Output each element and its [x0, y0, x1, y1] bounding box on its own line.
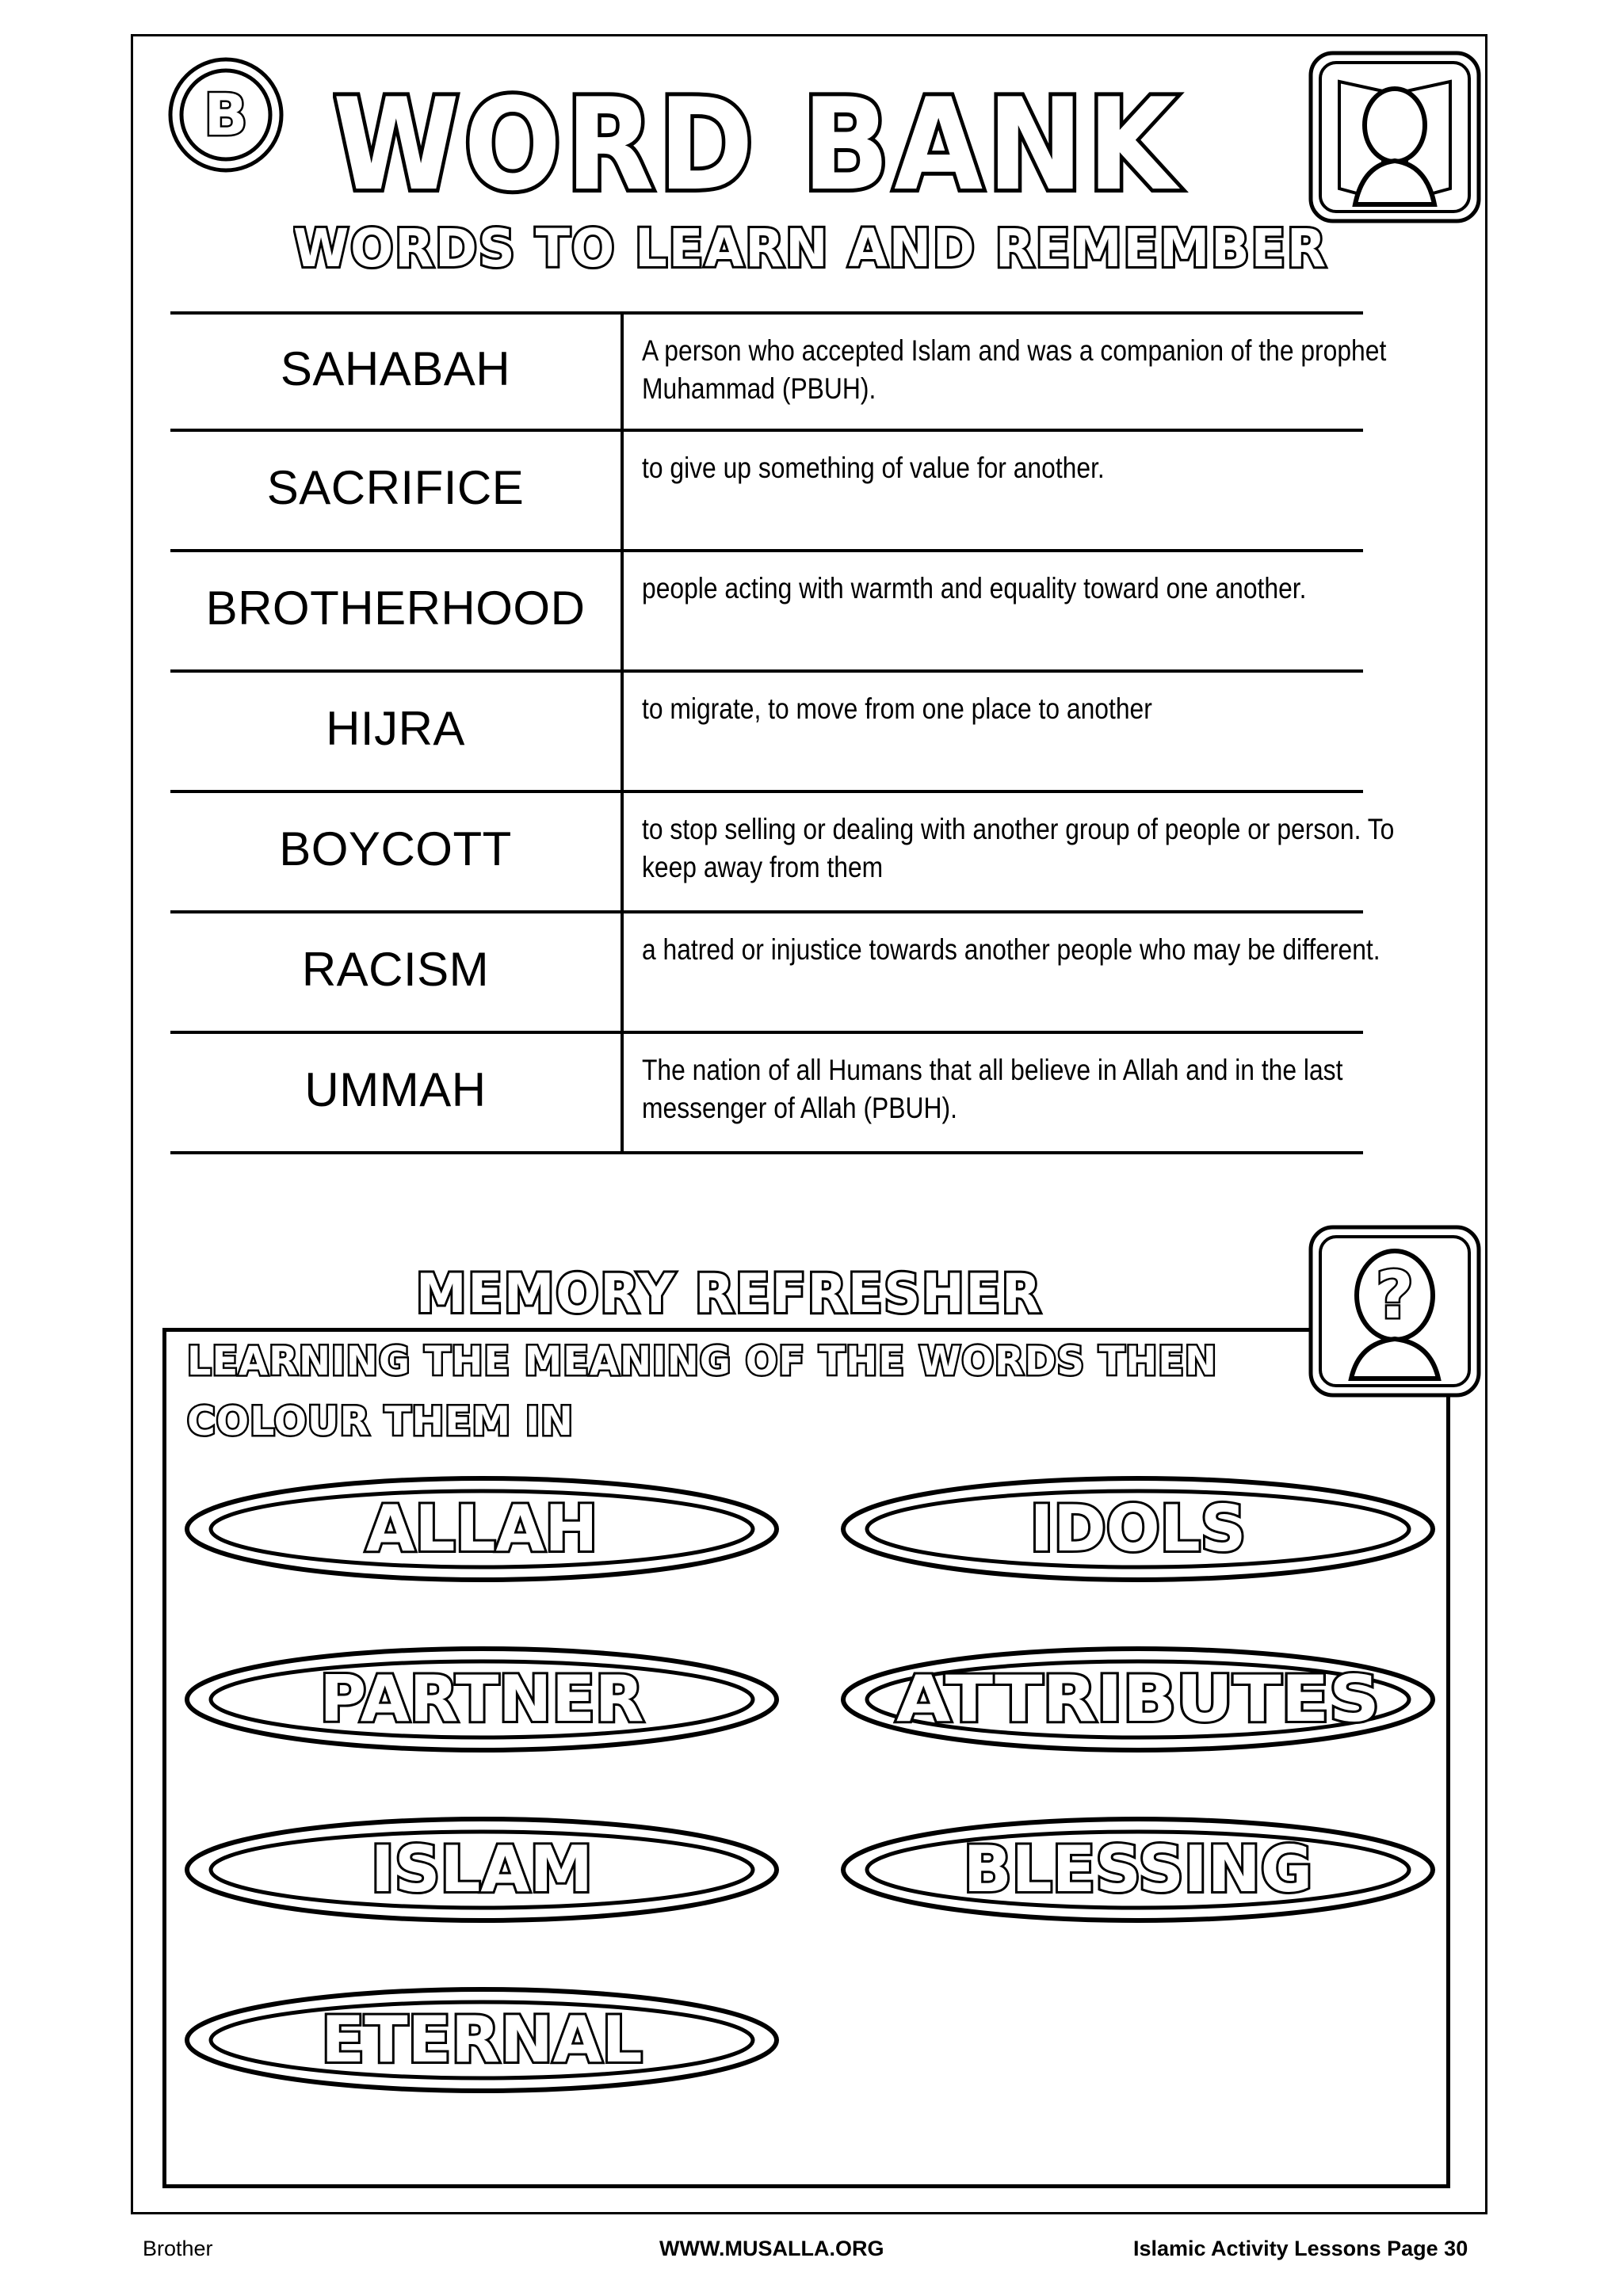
title-text: WORD BANK — [333, 71, 1181, 210]
word-label: BLESSING — [963, 1833, 1313, 1906]
definition-cell: A person who accepted Islam and was a companion of the prophet Muhammad (PBUH). — [642, 334, 1387, 405]
badge-letter: B — [204, 82, 248, 148]
table-row — [170, 1034, 1363, 1154]
page-title — [333, 71, 1205, 210]
term-cell: BROTHERHOOD — [170, 552, 624, 669]
table-row — [170, 673, 1363, 793]
question-head-icon — [1308, 1224, 1482, 1398]
memory-title-text: MEMORY REFRESHER — [416, 1263, 1042, 1323]
word-pill-islam[interactable] — [181, 1814, 783, 1925]
definition-cell: The nation of all Humans that all believe in Allah and in the last messenger of Allah (PBUH). — [642, 1054, 1343, 1124]
word-pill-idols[interactable] — [837, 1474, 1439, 1585]
memory-refresher-title — [416, 1260, 1050, 1323]
table-row — [170, 552, 1363, 673]
term-cell: UMMAH — [170, 1034, 624, 1151]
word-label: IDOLS — [1029, 1492, 1247, 1566]
table-row — [170, 793, 1395, 913]
definition-cell: people acting with warmth and equality toward one another. — [642, 572, 1307, 605]
footer-left: Brother — [143, 2237, 213, 2260]
word-label: PARTNER — [319, 1662, 644, 1736]
word-pill-attributes[interactable] — [837, 1644, 1439, 1755]
term-cell: BOYCOTT — [170, 793, 624, 910]
person-book-icon — [1308, 50, 1482, 224]
term-cell: SAHABAH — [170, 315, 624, 429]
footer-website: WWW.MUSALLA.ORG — [659, 2237, 884, 2260]
table-row — [170, 311, 1387, 432]
instruction-line-2: COLOUR THEM IN — [187, 1398, 574, 1444]
memory-instruction — [184, 1335, 1238, 1446]
term-cell: RACISM — [170, 913, 624, 1031]
section-badge — [166, 55, 285, 174]
subtitle-text: WORDS TO LEARN AND REMEMBER — [293, 218, 1327, 277]
page-subtitle — [293, 214, 1339, 277]
definition-cell: to give up something of value for another. — [642, 452, 1105, 484]
table-row — [170, 913, 1381, 1034]
word-label: ISLAM — [371, 1833, 593, 1906]
definition-cell: to stop selling or dealing with another group of people or person. To keep away from them — [642, 813, 1395, 883]
word-pill-eternal[interactable] — [181, 1985, 783, 2096]
word-bank-table — [170, 311, 1395, 1154]
footer-page-number: Islamic Activity Lessons Page 30 — [1133, 2237, 1468, 2260]
term-cell: SACRIFICE — [170, 432, 624, 549]
definition-cell: a hatred or injustice towards another people who may be different. — [642, 933, 1381, 966]
word-pill-allah[interactable] — [181, 1474, 783, 1585]
table-row — [170, 432, 1363, 552]
term-cell: HIJRA — [170, 673, 624, 790]
word-label: ALLAH — [365, 1492, 598, 1566]
svg-text:?: ? — [1376, 1258, 1414, 1333]
definition-cell: to migrate, to move from one place to another — [642, 692, 1152, 725]
word-label: ETERNAL — [321, 2003, 643, 2077]
word-pill-blessing[interactable] — [837, 1814, 1439, 1925]
word-label: ATTRIBUTES — [896, 1662, 1380, 1736]
word-pill-partner[interactable] — [181, 1644, 783, 1755]
instruction-line-1: LEARNING THE MEANING OF THE WORDS THEN — [187, 1338, 1217, 1384]
